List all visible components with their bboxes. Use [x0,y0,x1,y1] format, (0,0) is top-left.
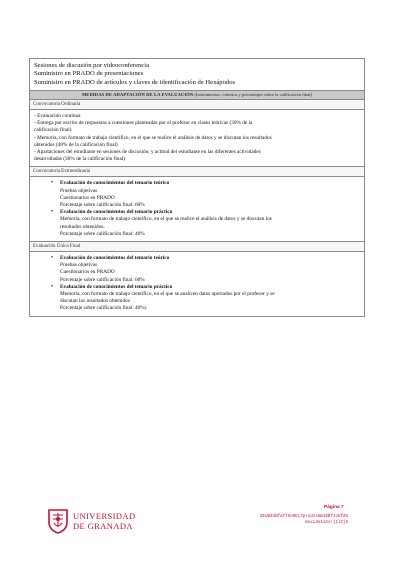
unica-title: Evaluación Única Final [30,242,364,252]
item-heading: Evaluación de conocimientos del temario práctico [60,283,173,290]
ordinaria-line: - Apartaciones del estudiante en sesiones de discusión, y actitud del estudiante en las diferentes actividades [34,148,261,155]
university-name-line2: DE GRANADA [73,520,133,531]
unica-body [30,252,364,316]
list-item [51,180,360,209]
ordinaria-line: desarrolladas (30% de la calificación final) [34,156,126,163]
list-item [51,209,360,238]
verification-code-line2: mxxi3e1sXs+j1lCj5 [305,521,348,525]
item-line: Porcentaje sobre calificación final: 60% [60,201,145,208]
evaluation-table [29,58,365,317]
band-subtitle: (Instrumentos, criterios y porcentajes sobre la calificación final) [193,91,313,97]
bullet-icon: • [51,283,54,290]
item-line: Porcentaje sobre calificación final: 40%) [60,305,147,312]
bullet-icon: • [51,254,54,261]
page-footer [0,490,400,550]
item-line: Memoria, con formato de trabajo científico, en el que se realice el análisis de datos y se discutan los [60,216,272,223]
university-name [73,512,135,531]
university-name-line1: UNIVERSIDAD [73,511,136,521]
intro-line: Suministro en PRADO de artículos y claves de identificación de Hexápodos [34,78,236,86]
ordinaria-body [30,110,364,167]
list-item [51,283,360,313]
item-line: Cuestionarios en PRADO [60,269,115,276]
item-line: discutan los resultados obtenidos [60,298,130,305]
verification-code [252,514,348,526]
ordinaria-line: calificación final) [34,127,72,134]
section-header-band [30,91,364,100]
band-title: MEDIDAS DE ADAPTACIÓN DE LA EVALUACIÓN [81,91,194,97]
extraordinaria-body [30,177,364,242]
item-line: Memoria, con formato de trabajo científico, en el que se analicen datos aportados por el profesor y se [60,290,275,297]
verification-code-line1: ZEU0ZdNfaT75e9ELTp+vdzsmmIZBf4JUfZ6 [260,515,348,519]
page-number: Página 7 [324,505,344,510]
item-line: Porcentaje sobre calificación final: 40% [60,230,145,237]
extraordinaria-title: Convocatoria Extraordinaria [30,167,364,177]
extraordinaria-list [34,180,360,238]
intro-line: Sesiones de discusión por videoconferencia [34,62,149,69]
bullet-icon: • [51,180,54,187]
ordinaria-line: - Memoria, con formato de trabajo científico, en el que se realice el análisis de datos y se discutan los resultados [34,134,272,141]
document-page [29,58,365,317]
unica-list [34,255,360,313]
item-line: Cuestionarios en PRADO [60,194,115,201]
ordinaria-line: - Entrega por escrito de respuestas a cuestiones planteadas por el profesor en clases teóricas (30% de la [34,120,253,127]
item-line: Pruebas objetivas [60,262,98,269]
university-logo [47,500,143,540]
item-line: Pruebas objetivas [60,187,98,194]
item-line: resultados obtenidos. [60,223,105,230]
item-heading: Evaluación de conocimientos del temario teórico [60,180,170,187]
item-heading: Evaluación de conocimientos del temario teórico [60,254,170,261]
ordinaria-line: - Evaluación continua [34,112,81,119]
item-line: Porcentaje sobre calificación final: 60% [60,276,145,283]
university-seal-icon [47,508,69,534]
intro-block [30,59,364,91]
list-item [51,254,360,284]
bullet-icon: • [51,209,54,216]
ordinaria-title: Convocatoria Ordinaria [30,100,364,110]
intro-line: Suministro en PRADO de presentaciones [34,70,144,78]
ordinaria-line: obtenidos (40% de la calificación final) [34,141,118,148]
item-heading: Evaluación de conocimientos del temario práctico [60,209,173,216]
